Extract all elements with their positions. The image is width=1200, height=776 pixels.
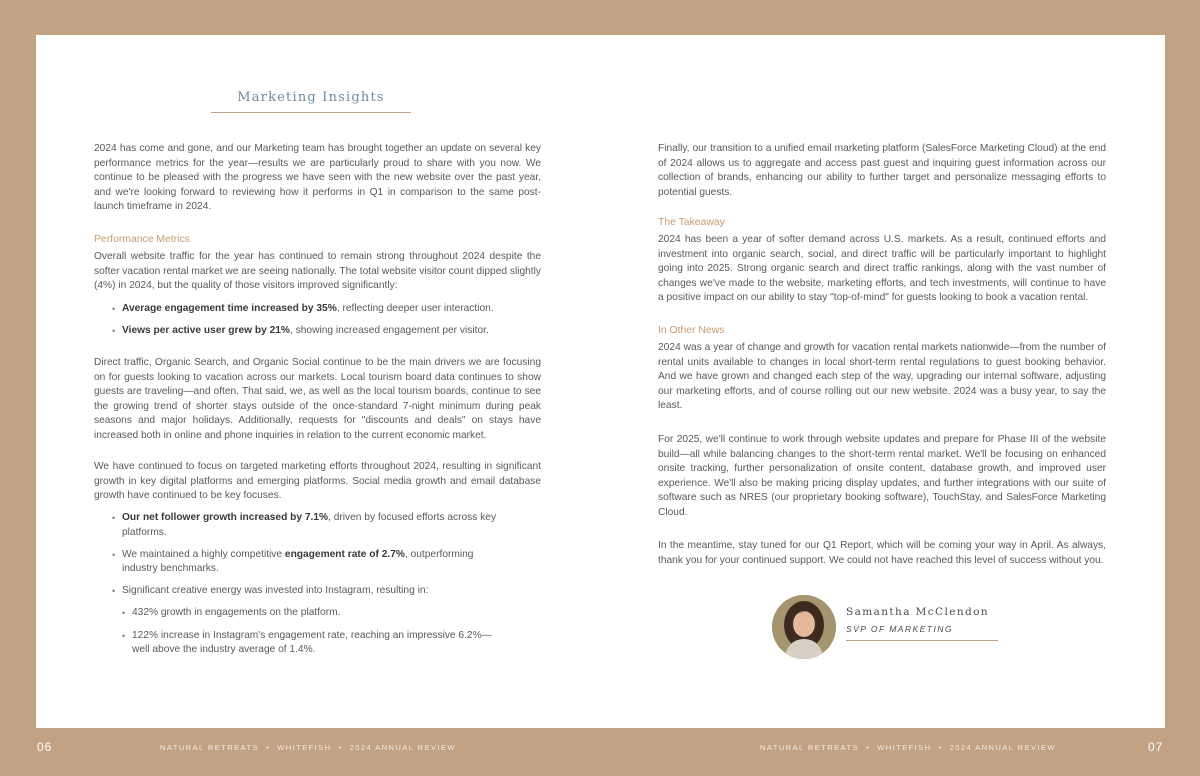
- sub-list-item: [94, 606, 541, 621]
- social-list: [94, 511, 541, 658]
- closing-paragraph: In the meantime, stay tuned for our Q1 Report, which will be coming your way in April. As always, thank you for your continued support. We could not have reached this level of success without you.: [658, 540, 1106, 566]
- avatar: [772, 595, 836, 659]
- page-title: Marketing Insights: [237, 90, 385, 105]
- list-item: [94, 511, 541, 540]
- metric-text: , outperforming: [404, 548, 474, 560]
- metric-highlight: Our net follower growth increased by 7.1%: [122, 512, 329, 523]
- metric-highlight: engagement rate of 2.7%: [284, 548, 405, 560]
- metric-text: industry benchmarks.: [122, 563, 219, 575]
- list-item: [94, 324, 541, 339]
- list-item: [94, 584, 541, 599]
- takeaway-heading: The Takeaway: [658, 217, 725, 228]
- takeaway-paragraph: 2024 has been a year of softer demand across U.S. markets. As a result, continued efforts and investment into organic search, social, and direct traffic will be particularly important to highlight going into 2025. Strong organic search and direct traffic rankings, along with the vast number of changes we've made to the website, marketing efforts, and tech investments, will continue to have a positive impact on our ability to stay "top-of-mind" for guests looking to book a vacation rental.: [658, 234, 1106, 304]
- metric-text: well above the industry average of 1.4%.: [132, 644, 316, 656]
- metric-text: , showing increased engagement per visitor.: [290, 325, 489, 337]
- drivers-paragraph: Direct traffic, Organic Search, and Organic Social continue to be the main drivers we are focusing on for guests looking to vacation across our markets. Local tourism board data continues to show guests are traveling—and often. That said, we, as well as the local tourism boards, continue to see the growing trend of shorter stays outside of the once-standard 7-night minimum during peak seasons and major holidays. Additionally, requests for "discounts and deals" on stays have increased both in online and phone inquiries in relation to the current economic market.: [94, 357, 541, 441]
- page-number-left: 06: [37, 740, 53, 754]
- metric-text: Significant creative energy was invested into Instagram, resulting in:: [122, 585, 429, 597]
- performance-metrics-heading: Performance Metrics: [94, 234, 190, 245]
- marketing-efforts-paragraph: We have continued to focus on targeted marketing efforts throughout 2024, resulting in significant growth in key digital platforms and emerging platforms. Social media growth and email database growth have continued to be key focuses.: [94, 461, 541, 502]
- metric-text: 432% growth in engagements on the platform.: [132, 607, 341, 619]
- list-item: [94, 548, 541, 577]
- portrait-icon: [772, 595, 836, 659]
- document-spread: [36, 35, 1165, 728]
- intro-paragraph: 2024 has come and gone, and our Marketing team has brought together an update on several key performance metrics for the year—results we are particularly proud to share with you now. We continue to be pleased with the progress we have seen with the new website over the past year, and we're looking forward to reviewing how it performs in Q1 in comparison to the same post-launch timeframe in 2024.: [94, 143, 541, 213]
- metric-text: , reflecting deeper user interaction.: [336, 303, 494, 314]
- other-news-paragraph: 2024 was a year of change and growth for vacation rental markets nationwide—from the number of rental units available to changes in local short-term rental regulations to guest booking behavior. And we have grown and changed each step of the way, upgrading our internal software, adjusting our marketing efforts, and of course rolling out our new website. 2024 was a busy year, to say the least.: [658, 342, 1106, 412]
- other-news-heading: In Other News: [658, 325, 725, 336]
- page-number-right: 07: [1148, 740, 1164, 754]
- list-item: [94, 302, 541, 317]
- metric-highlight: Views per active user grew by 21%: [122, 325, 290, 337]
- metrics-list: [94, 302, 541, 339]
- footer-text-left: NATURAL RETREATS • WHITEFISH • 2024 ANNUAL REVIEW: [160, 743, 456, 752]
- signature-name: Samantha McClendon: [846, 606, 990, 618]
- performance-paragraph: Overall website traffic for the year has continued to remain strong throughout 2024 despite the softer vacation rental market we are seeing nationally. The total website visitor count dipped slightly (4%) in 2024, but the quality of those visitors improved significantly:: [94, 251, 541, 292]
- email-platform-paragraph: Finally, our transition to a unified email marketing platform (SalesForce Marketing Cloud) at the end of 2024 allows us to aggregate and access past guest and inquiring guest information across our collection of brands, enhancing our ability to further target and personalize messaging efforts to potential guests.: [658, 143, 1106, 198]
- sub-list-item: [94, 629, 541, 658]
- metric-text: , driven by focused efforts across key platforms.: [122, 512, 497, 538]
- signature-rule: [846, 640, 998, 641]
- metric-text: 122% increase in Instagram's engagement rate, reaching an impressive 6.2%—: [132, 629, 492, 641]
- title-underline: [211, 112, 411, 113]
- footer-text-right: NATURAL RETREATS • WHITEFISH • 2024 ANNUAL REVIEW: [760, 743, 1056, 752]
- metric-text: We maintained a highly competitive: [122, 548, 285, 560]
- plans-2025-paragraph: For 2025, we'll continue to work through website updates and prepare for Phase III of the website build—all while balancing changes to the short-term rental market. We'll be focusing on enhanced onsite tracking, further personalization of onsite content, database growth, and improved user experience. We'll also be making pricing display updates, and further integrations with our suite of software such as NRES (our proprietary booking software), TouchStay, and SalesForce Marketing Cloud.: [658, 434, 1106, 518]
- metric-highlight: Average engagement time increased by 35%: [122, 303, 337, 314]
- signature-title: SVP OF MARKETING: [846, 624, 953, 634]
